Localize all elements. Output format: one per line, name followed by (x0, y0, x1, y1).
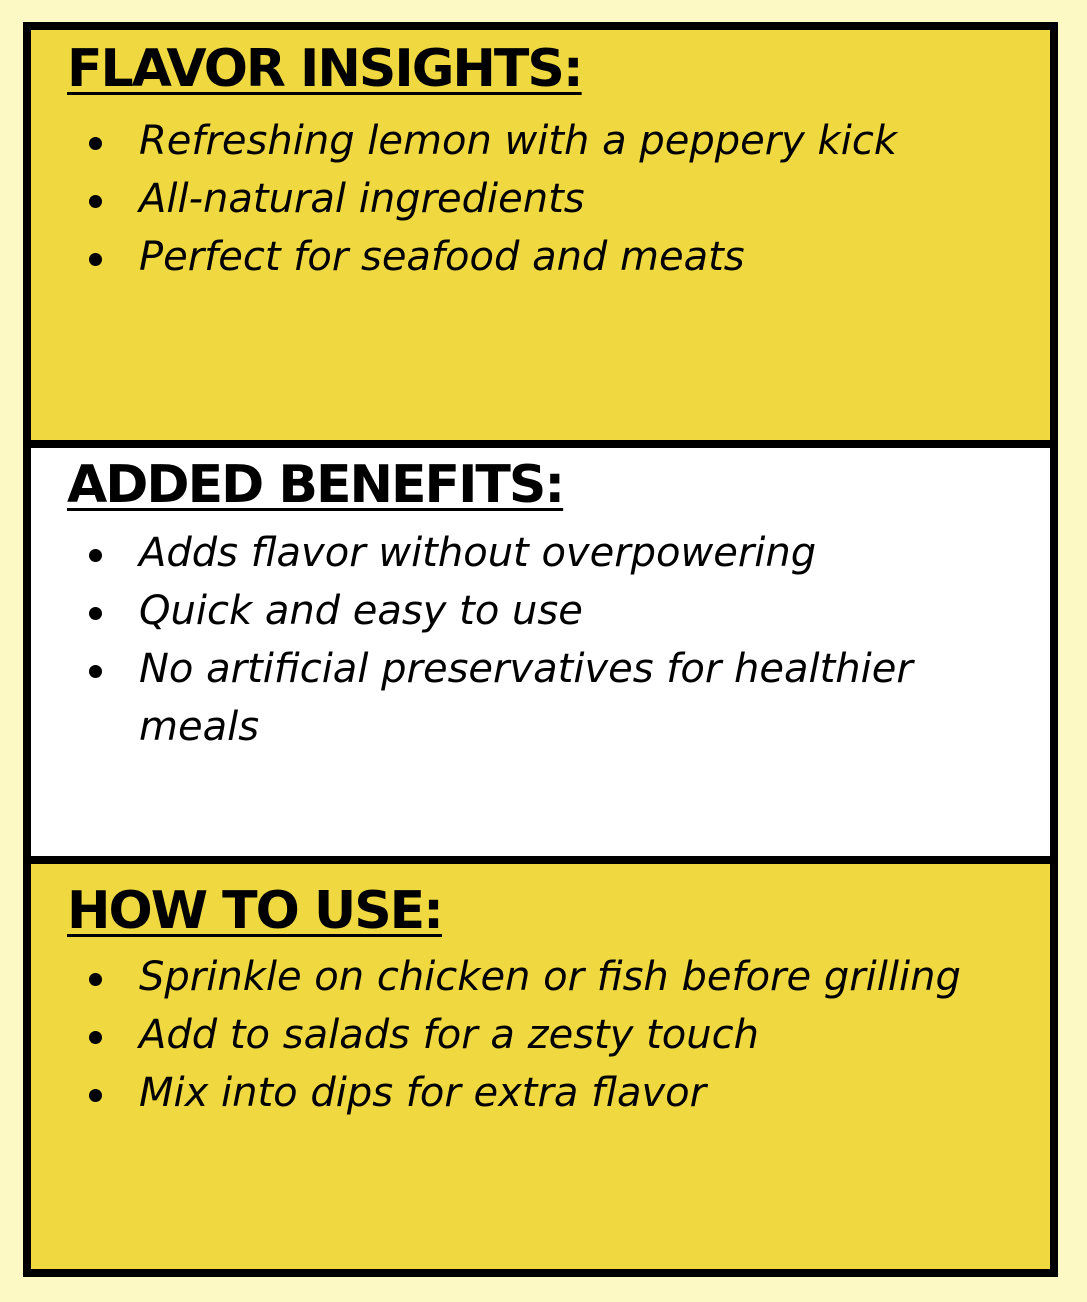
list-item-text: Mix into dips for extra flavor (139, 1070, 707, 1116)
list-item-text: All-natural ingredients (139, 176, 585, 222)
list-item (67, 1006, 1019, 1064)
bullet-icon (89, 1089, 102, 1102)
list-item-text: Adds flavor without overpowering (139, 530, 817, 576)
list-item-text: Refreshing lemon with a peppery kick (139, 118, 897, 164)
added-benefits-section (31, 448, 1050, 856)
bullet-icon (89, 137, 102, 150)
list-item (67, 1064, 1019, 1122)
list-item (67, 948, 1019, 1006)
flavor-insights-section (31, 30, 1050, 440)
list-item-text: No artificial preservatives for healthier meals (139, 646, 913, 750)
list-item (67, 112, 1019, 170)
bullet-icon (89, 195, 102, 208)
bullet-icon (89, 1031, 102, 1044)
list-item (67, 524, 1019, 582)
bullet-icon (89, 549, 102, 562)
info-card (23, 22, 1058, 1277)
bullet-list (67, 524, 1050, 756)
list-item (67, 170, 1019, 228)
bullet-list (67, 112, 1050, 286)
list-item (67, 640, 1019, 756)
bullet-icon (89, 607, 102, 620)
list-item-text: Add to salads for a zesty touch (139, 1012, 759, 1058)
list-item-text: Sprinkle on chicken or fish before grilling (139, 954, 961, 1000)
bullet-list (67, 948, 1050, 1122)
bullet-icon (89, 973, 102, 986)
section-title: ADDED BENEFITS: (67, 455, 564, 515)
list-item (67, 582, 1019, 640)
section-title: FLAVOR INSIGHTS: (67, 39, 582, 99)
list-item-text: Perfect for seafood and meats (139, 234, 745, 280)
list-item (67, 228, 1019, 286)
bullet-icon (89, 253, 102, 266)
list-item-text: Quick and easy to use (139, 588, 583, 634)
bullet-icon (89, 665, 102, 678)
section-title: HOW TO USE: (67, 881, 442, 941)
how-to-use-section (31, 864, 1050, 1269)
